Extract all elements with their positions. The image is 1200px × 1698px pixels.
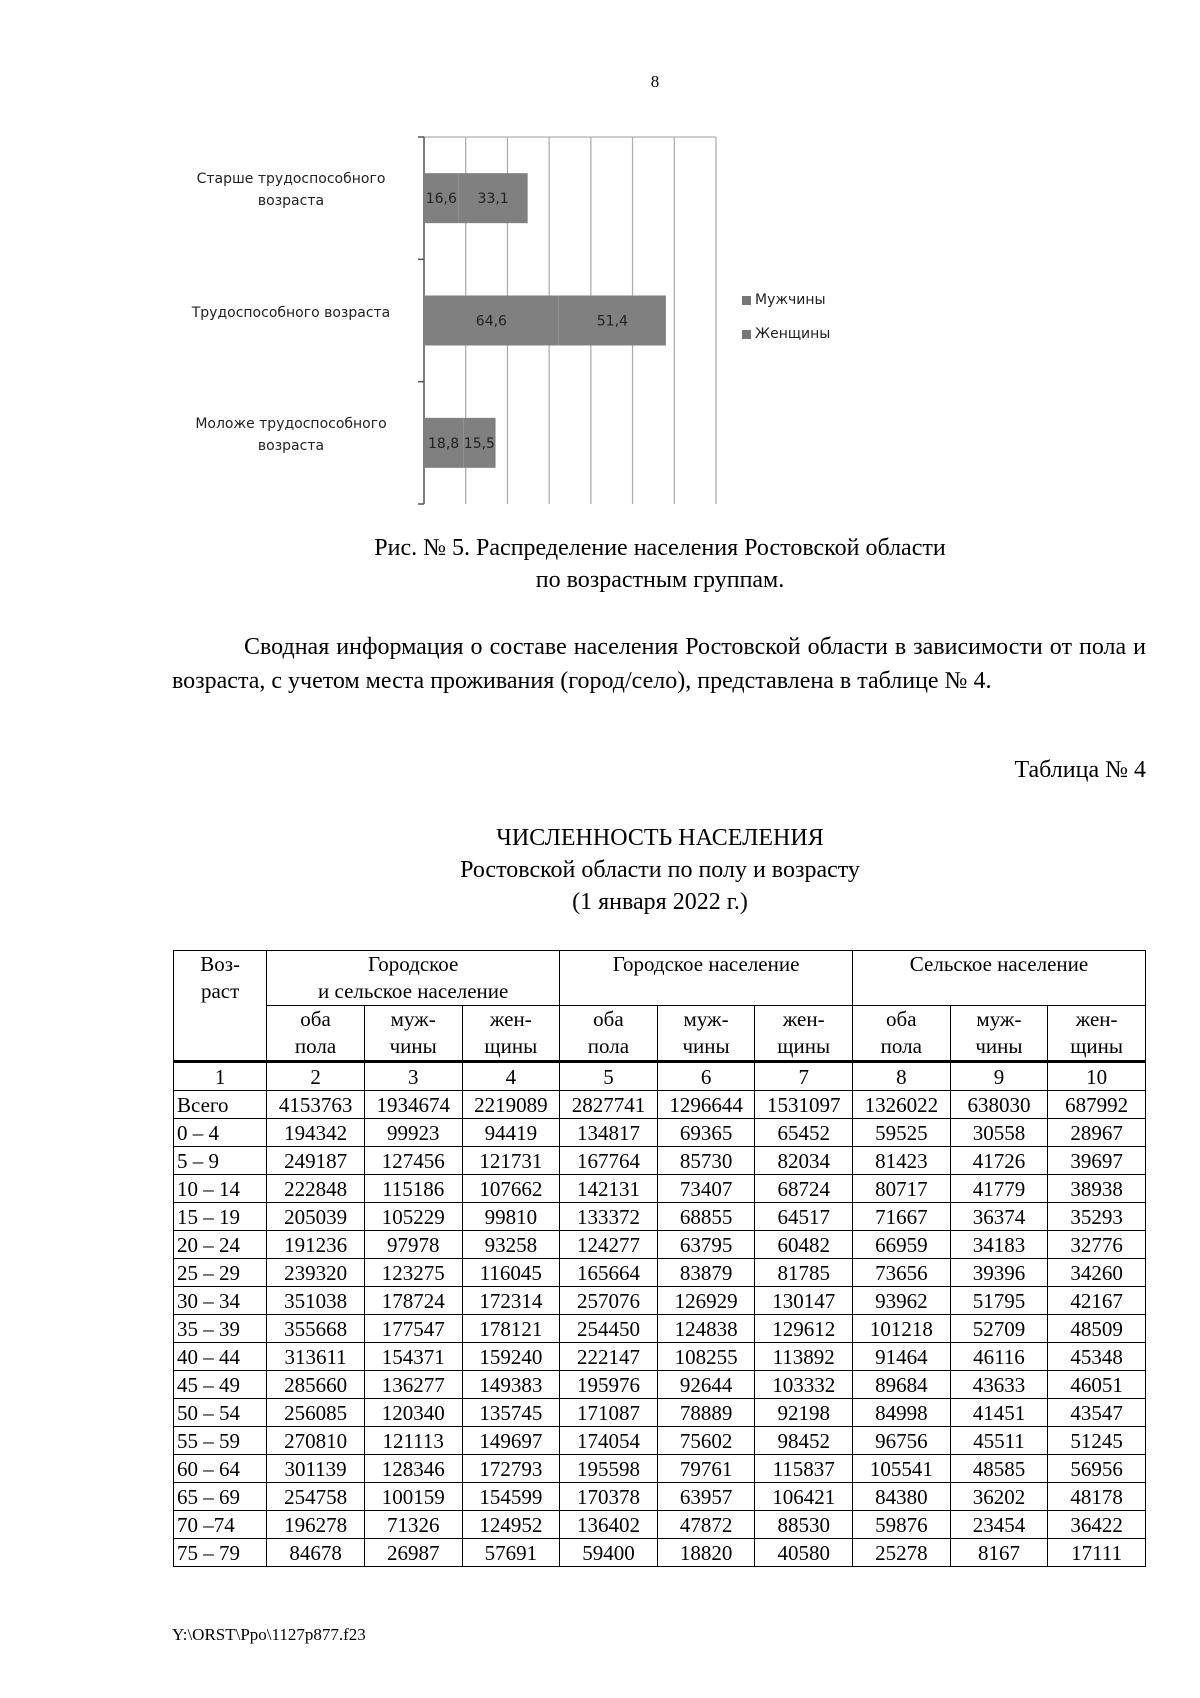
value-cell: 41726 xyxy=(950,1147,1048,1175)
column-number-cell: 5 xyxy=(560,1062,658,1091)
value-cell: 99923 xyxy=(364,1119,462,1147)
value-cell: 239320 xyxy=(267,1259,365,1287)
age-header-line-2: раст xyxy=(200,979,240,1003)
column-number-cell: 8 xyxy=(853,1062,951,1091)
bar-label-2-0: 18,8 xyxy=(428,435,460,452)
table-row xyxy=(174,1119,1146,1147)
value-cell: 1934674 xyxy=(364,1091,462,1119)
group-header-total-line-2: и сельское население xyxy=(318,979,509,1003)
bar-label-1-1: 51,4 xyxy=(596,313,628,330)
value-cell: 4153763 xyxy=(267,1091,365,1119)
chart-legend xyxy=(742,289,830,357)
value-cell: 25278 xyxy=(853,1539,951,1567)
legend-swatch-men xyxy=(742,296,751,305)
value-cell: 127456 xyxy=(364,1147,462,1175)
value-cell: 30558 xyxy=(950,1119,1048,1147)
value-cell: 105541 xyxy=(853,1455,951,1483)
value-cell: 2219089 xyxy=(462,1091,560,1119)
value-cell: 51245 xyxy=(1048,1427,1146,1455)
table-title xyxy=(300,822,1020,918)
value-cell: 355668 xyxy=(267,1315,365,1343)
age-cell: 20 – 24 xyxy=(174,1231,267,1259)
group-header-urban xyxy=(560,951,853,1006)
age-cell: 55 – 59 xyxy=(174,1427,267,1455)
age-cell: 75 – 79 xyxy=(174,1539,267,1567)
body-paragraph xyxy=(172,630,1146,698)
subheader-line-2: чины xyxy=(389,1034,437,1058)
age-cell: 5 – 9 xyxy=(174,1147,267,1175)
value-cell: 48585 xyxy=(950,1455,1048,1483)
value-cell: 124277 xyxy=(560,1231,658,1259)
age-cell: 10 – 14 xyxy=(174,1175,267,1203)
value-cell: 106421 xyxy=(755,1483,853,1511)
table-label: Таблица № 4 xyxy=(1014,757,1146,783)
subheader-cell xyxy=(755,1006,853,1062)
subheader-line-2: щины xyxy=(777,1034,831,1058)
value-cell: 134817 xyxy=(560,1119,658,1147)
table-row xyxy=(174,1259,1146,1287)
category-label-1-line-0: Трудоспособного возраста xyxy=(191,304,391,321)
value-cell: 116045 xyxy=(462,1259,560,1287)
value-cell: 154599 xyxy=(462,1483,560,1511)
value-cell: 100159 xyxy=(364,1483,462,1511)
value-cell: 45348 xyxy=(1048,1343,1146,1371)
paragraph-text: Сводная информация о составе населения Ростовской области в зависимости от пола и возраста, с учетом места проживания (город/село), представлена в таблице № 4. xyxy=(172,634,1146,694)
value-cell: 99810 xyxy=(462,1203,560,1231)
table-header-row-2 xyxy=(174,1006,1146,1062)
age-cell: 0 – 4 xyxy=(174,1119,267,1147)
subheader-cell xyxy=(853,1006,951,1062)
value-cell: 170378 xyxy=(560,1483,658,1511)
value-cell: 195976 xyxy=(560,1371,658,1399)
age-cell: 45 – 49 xyxy=(174,1371,267,1399)
value-cell: 94419 xyxy=(462,1119,560,1147)
value-cell: 84998 xyxy=(853,1399,951,1427)
subheader-line-2: чины xyxy=(682,1034,730,1058)
table-row xyxy=(174,1539,1146,1567)
value-cell: 171087 xyxy=(560,1399,658,1427)
table-row xyxy=(174,1343,1146,1371)
table-row xyxy=(174,1175,1146,1203)
table-row xyxy=(174,1147,1146,1175)
table-row xyxy=(174,1371,1146,1399)
value-cell: 178121 xyxy=(462,1315,560,1343)
value-cell: 75602 xyxy=(657,1427,755,1455)
value-cell: 1326022 xyxy=(853,1091,951,1119)
value-cell: 254758 xyxy=(267,1483,365,1511)
value-cell: 18820 xyxy=(657,1539,755,1567)
value-cell: 73407 xyxy=(657,1175,755,1203)
column-number-cell: 4 xyxy=(462,1062,560,1091)
value-cell: 57691 xyxy=(462,1539,560,1567)
value-cell: 222848 xyxy=(267,1175,365,1203)
category-label-2-line-1: возраста xyxy=(257,437,325,454)
value-cell: 80717 xyxy=(853,1175,951,1203)
subheader-line-1: жен- xyxy=(489,1007,532,1031)
value-cell: 136402 xyxy=(560,1511,658,1539)
value-cell: 195598 xyxy=(560,1455,658,1483)
value-cell: 128346 xyxy=(364,1455,462,1483)
value-cell: 26987 xyxy=(364,1539,462,1567)
value-cell: 257076 xyxy=(560,1287,658,1315)
value-cell: 83879 xyxy=(657,1259,755,1287)
footer-file-path: Y:\ORST\Ppo\1127p877.f23 xyxy=(172,1625,366,1644)
value-cell: 40580 xyxy=(755,1539,853,1567)
category-label-1 xyxy=(176,302,406,324)
value-cell: 48509 xyxy=(1048,1315,1146,1343)
value-cell: 254450 xyxy=(560,1315,658,1343)
value-cell: 34260 xyxy=(1048,1259,1146,1287)
value-cell: 43633 xyxy=(950,1371,1048,1399)
value-cell: 82034 xyxy=(755,1147,853,1175)
value-cell: 107662 xyxy=(462,1175,560,1203)
value-cell: 23454 xyxy=(950,1511,1048,1539)
value-cell: 133372 xyxy=(560,1203,658,1231)
value-cell: 154371 xyxy=(364,1343,462,1371)
value-cell: 48178 xyxy=(1048,1483,1146,1511)
table-row xyxy=(174,1203,1146,1231)
legend-label-women: Женщины xyxy=(755,326,831,342)
group-header-total xyxy=(267,951,560,1006)
value-cell: 66959 xyxy=(853,1231,951,1259)
value-cell: 135745 xyxy=(462,1399,560,1427)
table-row xyxy=(174,1455,1146,1483)
value-cell: 313611 xyxy=(267,1343,365,1371)
group-header-total-line-1: Городское xyxy=(367,952,459,976)
value-cell: 46116 xyxy=(950,1343,1048,1371)
value-cell: 38938 xyxy=(1048,1175,1146,1203)
value-cell: 59525 xyxy=(853,1119,951,1147)
value-cell: 81785 xyxy=(755,1259,853,1287)
population-table xyxy=(173,950,1146,1567)
value-cell: 108255 xyxy=(657,1343,755,1371)
age-cell: 40 – 44 xyxy=(174,1343,267,1371)
value-cell: 194342 xyxy=(267,1119,365,1147)
value-cell: 124952 xyxy=(462,1511,560,1539)
table-title-line-2: Ростовской области по полу и возрасту xyxy=(460,857,860,883)
age-cell: 25 – 29 xyxy=(174,1259,267,1287)
value-cell: 121731 xyxy=(462,1147,560,1175)
legend-item-women xyxy=(742,323,830,345)
value-cell: 249187 xyxy=(267,1147,365,1175)
value-cell: 130147 xyxy=(755,1287,853,1315)
value-cell: 43547 xyxy=(1048,1399,1146,1427)
subheader-line-2: чины xyxy=(975,1034,1023,1058)
value-cell: 28967 xyxy=(1048,1119,1146,1147)
value-cell: 32776 xyxy=(1048,1231,1146,1259)
bar-label-1-0: 64,6 xyxy=(475,313,507,330)
bar-label-0-0: 16,6 xyxy=(425,191,457,208)
value-cell: 351038 xyxy=(267,1287,365,1315)
age-cell: 65 – 69 xyxy=(174,1483,267,1511)
value-cell: 638030 xyxy=(950,1091,1048,1119)
value-cell: 167764 xyxy=(560,1147,658,1175)
value-cell: 105229 xyxy=(364,1203,462,1231)
bar-label-0-1: 33,1 xyxy=(477,191,509,208)
subheader-line-1: муж- xyxy=(976,1007,1022,1031)
value-cell: 159240 xyxy=(462,1343,560,1371)
column-number-cell: 1 xyxy=(174,1062,267,1091)
value-cell: 270810 xyxy=(267,1427,365,1455)
value-cell: 35293 xyxy=(1048,1203,1146,1231)
value-cell: 149383 xyxy=(462,1371,560,1399)
value-cell: 88530 xyxy=(755,1511,853,1539)
subheader-line-2: щины xyxy=(484,1034,538,1058)
value-cell: 36202 xyxy=(950,1483,1048,1511)
value-cell: 93962 xyxy=(853,1287,951,1315)
value-cell: 59876 xyxy=(853,1511,951,1539)
value-cell: 85730 xyxy=(657,1147,755,1175)
subheader-line-1: муж- xyxy=(390,1007,436,1031)
value-cell: 124838 xyxy=(657,1315,755,1343)
value-cell: 93258 xyxy=(462,1231,560,1259)
value-cell: 92198 xyxy=(755,1399,853,1427)
age-cell: 15 – 19 xyxy=(174,1203,267,1231)
value-cell: 36422 xyxy=(1048,1511,1146,1539)
column-number-cell: 7 xyxy=(755,1062,853,1091)
value-cell: 64517 xyxy=(755,1203,853,1231)
bar-label-2-1: 15,5 xyxy=(463,435,495,452)
value-cell: 129612 xyxy=(755,1315,853,1343)
age-cell: 50 – 54 xyxy=(174,1399,267,1427)
subheader-cell xyxy=(560,1006,658,1062)
caption-line-2: по возрастным группам. xyxy=(535,567,785,593)
table-header-row-1 xyxy=(174,951,1146,1006)
value-cell: 222147 xyxy=(560,1343,658,1371)
column-number-cell: 3 xyxy=(364,1062,462,1091)
value-cell: 96756 xyxy=(853,1427,951,1455)
category-label-2 xyxy=(176,413,406,457)
subheader-line-1: оба xyxy=(593,1007,624,1031)
legend-swatch-women xyxy=(742,330,751,339)
subheader-line-2: пола xyxy=(880,1034,922,1058)
value-cell: 191236 xyxy=(267,1231,365,1259)
table-title-line-3: (1 января 2022 г.) xyxy=(572,889,748,915)
age-cell: 70 –74 xyxy=(174,1511,267,1539)
value-cell: 687992 xyxy=(1048,1091,1146,1119)
value-cell: 36374 xyxy=(950,1203,1048,1231)
subheader-line-1: оба xyxy=(886,1007,917,1031)
value-cell: 142131 xyxy=(560,1175,658,1203)
value-cell: 177547 xyxy=(364,1315,462,1343)
value-cell: 81423 xyxy=(853,1147,951,1175)
table-row xyxy=(174,1287,1146,1315)
column-number-cell: 9 xyxy=(950,1062,1048,1091)
table-row xyxy=(174,1427,1146,1455)
value-cell: 68855 xyxy=(657,1203,755,1231)
value-cell: 69365 xyxy=(657,1119,755,1147)
value-cell: 63795 xyxy=(657,1231,755,1259)
subheader-cell xyxy=(950,1006,1048,1062)
table-title-line-1: ЧИСЛЕННОСТЬ НАСЕЛЕНИЯ xyxy=(496,825,824,851)
value-cell: 196278 xyxy=(267,1511,365,1539)
value-cell: 101218 xyxy=(853,1315,951,1343)
column-number-cell: 6 xyxy=(657,1062,755,1091)
value-cell: 165664 xyxy=(560,1259,658,1287)
value-cell: 47872 xyxy=(657,1511,755,1539)
value-cell: 1296644 xyxy=(657,1091,755,1119)
value-cell: 65452 xyxy=(755,1119,853,1147)
subheader-line-2: щины xyxy=(1070,1034,1123,1058)
subheader-cell xyxy=(267,1006,365,1062)
value-cell: 98452 xyxy=(755,1427,853,1455)
value-cell: 115837 xyxy=(755,1455,853,1483)
value-cell: 42167 xyxy=(1048,1287,1146,1315)
subheader-line-1: жен- xyxy=(1075,1007,1118,1031)
table-row xyxy=(174,1483,1146,1511)
group-header-urban-line-1: Городское население xyxy=(612,952,800,976)
group-header-rural-line-1: Сельское население xyxy=(909,952,1089,976)
caption-line-1: Рис. № 5. Распределение населения Ростовской области xyxy=(374,535,946,561)
age-cell: 60 – 64 xyxy=(174,1455,267,1483)
legend-item-men xyxy=(742,289,830,311)
value-cell: 126929 xyxy=(657,1287,755,1315)
age-cell: 30 – 34 xyxy=(174,1287,267,1315)
figure-caption xyxy=(300,532,1020,596)
subheader-cell xyxy=(1048,1006,1146,1062)
table-row xyxy=(174,1091,1146,1119)
column-number-cell: 10 xyxy=(1048,1062,1146,1091)
value-cell: 45511 xyxy=(950,1427,1048,1455)
table-row xyxy=(174,1315,1146,1343)
value-cell: 205039 xyxy=(267,1203,365,1231)
group-header-rural xyxy=(853,951,1146,1006)
value-cell: 71326 xyxy=(364,1511,462,1539)
subheader-line-1: жен- xyxy=(782,1007,825,1031)
value-cell: 2827741 xyxy=(560,1091,658,1119)
value-cell: 56956 xyxy=(1048,1455,1146,1483)
value-cell: 256085 xyxy=(267,1399,365,1427)
value-cell: 68724 xyxy=(755,1175,853,1203)
value-cell: 123275 xyxy=(364,1259,462,1287)
age-header-line-1: Воз- xyxy=(200,952,241,976)
table-row xyxy=(174,1399,1146,1427)
value-cell: 8167 xyxy=(950,1539,1048,1567)
subheader-cell xyxy=(462,1006,560,1062)
value-cell: 178724 xyxy=(364,1287,462,1315)
subheader-cell xyxy=(657,1006,755,1062)
value-cell: 301139 xyxy=(267,1455,365,1483)
value-cell: 174054 xyxy=(560,1427,658,1455)
value-cell: 63957 xyxy=(657,1483,755,1511)
value-cell: 59400 xyxy=(560,1539,658,1567)
value-cell: 97978 xyxy=(364,1231,462,1259)
value-cell: 71667 xyxy=(853,1203,951,1231)
value-cell: 34183 xyxy=(950,1231,1048,1259)
category-label-2-line-0: Моложе трудоспособного xyxy=(195,415,387,432)
value-cell: 78889 xyxy=(657,1399,755,1427)
value-cell: 41451 xyxy=(950,1399,1048,1427)
value-cell: 84380 xyxy=(853,1483,951,1511)
legend-label-men: Мужчины xyxy=(755,292,826,308)
value-cell: 46051 xyxy=(1048,1371,1146,1399)
value-cell: 1531097 xyxy=(755,1091,853,1119)
value-cell: 79761 xyxy=(657,1455,755,1483)
category-label-0 xyxy=(176,168,406,212)
value-cell: 172314 xyxy=(462,1287,560,1315)
value-cell: 89684 xyxy=(853,1371,951,1399)
category-label-0-line-1: возраста xyxy=(257,193,325,210)
subheader-line-2: пола xyxy=(294,1034,337,1058)
value-cell: 136277 xyxy=(364,1371,462,1399)
value-cell: 17111 xyxy=(1048,1539,1146,1567)
value-cell: 115186 xyxy=(364,1175,462,1203)
value-cell: 60482 xyxy=(755,1231,853,1259)
table-row xyxy=(174,1231,1146,1259)
subheader-cell xyxy=(364,1006,462,1062)
value-cell: 149697 xyxy=(462,1427,560,1455)
value-cell: 172793 xyxy=(462,1455,560,1483)
column-number-row xyxy=(174,1062,1146,1091)
value-cell: 73656 xyxy=(853,1259,951,1287)
value-cell: 91464 xyxy=(853,1343,951,1371)
value-cell: 285660 xyxy=(267,1371,365,1399)
value-cell: 52709 xyxy=(950,1315,1048,1343)
value-cell: 51795 xyxy=(950,1287,1048,1315)
table-row xyxy=(174,1511,1146,1539)
age-cell: Всего xyxy=(174,1091,267,1119)
subheader-line-2: пола xyxy=(587,1034,630,1058)
value-cell: 84678 xyxy=(267,1539,365,1567)
value-cell: 39697 xyxy=(1048,1147,1146,1175)
value-cell: 39396 xyxy=(950,1259,1048,1287)
age-cell: 35 – 39 xyxy=(174,1315,267,1343)
subheader-line-1: муж- xyxy=(683,1007,729,1031)
category-label-0-line-0: Старше трудоспособного xyxy=(196,171,386,188)
value-cell: 41779 xyxy=(950,1175,1048,1203)
column-number-cell: 2 xyxy=(267,1062,365,1091)
value-cell: 121113 xyxy=(364,1427,462,1455)
value-cell: 92644 xyxy=(657,1371,755,1399)
value-cell: 113892 xyxy=(755,1343,853,1371)
value-cell: 120340 xyxy=(364,1399,462,1427)
subheader-line-1: оба xyxy=(300,1007,331,1031)
age-header-cell xyxy=(174,951,267,1062)
page-number: 8 xyxy=(650,72,660,91)
value-cell: 103332 xyxy=(755,1371,853,1399)
